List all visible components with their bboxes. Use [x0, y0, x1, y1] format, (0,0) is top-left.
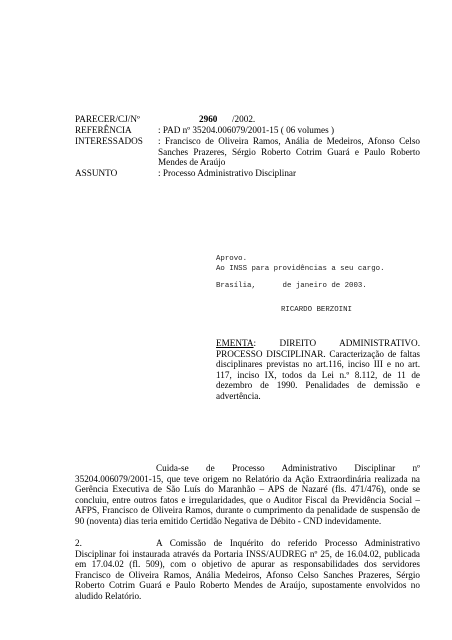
ementa-label: EMENTA [216, 338, 254, 348]
approval-line-2: Ao INSS para providências a seu cargo. [216, 265, 385, 273]
ementa [216, 338, 420, 402]
approval-date: Brasília, de janeiro de 2003. [216, 282, 367, 290]
parecer-label: PARECER/CJ/Nº [75, 114, 140, 124]
ementa-text: : DIREITO ADMINISTRATIVO. PROCESSO DISCIPLINAR. Caracterização de faltas disciplinares previstas no art.116, inciso III e no art. 117, inciso IX, todos da Lei n.º 8.112, de 11 de dezembro de 1990. Penalidades de demissão e advertência. [216, 338, 420, 401]
assunto-value: : Processo Administrativo Disciplinar [158, 168, 297, 178]
referencia-label: REFERÊNCIA [75, 125, 132, 135]
parecer-year: /2002. [232, 114, 256, 124]
approval-line-1: Aprovo. [216, 255, 248, 263]
approval-signer: RICARDO BERZOINI [281, 306, 352, 314]
paragraph-2: A Comissão de Inquérito do referido Processo Administrativo Disciplinar foi instaurada através da Portaria INSS/AUDREG nº 25, de 16.04.02, publicada em 17.04.02 (fl. 509), com o objetivo de apurar as responsabilidades dos servidores Francisco de Oliveira Ramos, Anália Medeiros, Afonso Celso Sanches Prazeres, Sérgio Roberto Cotrim Guará e Paulo Roberto Mendes de Araújo, supostamente envolvidos no aludido Relatório. [75, 538, 420, 601]
referencia-value: : PAD nº 35204.006079/2001-15 ( 06 volumes ) [158, 125, 335, 135]
parecer-number: 2960 [199, 114, 218, 124]
paragraph-2-number: 2. [75, 538, 82, 548]
assunto-label: ASSUNTO [75, 168, 118, 178]
paragraph-1: Cuida-se de Processo Administrativo Disciplinar nº 35204.006079/2001-15, que teve origem no Relatório da Ação Extraordinária realizada na Gerência Executiva de São Luís do Maranhão – APS de Nazaré (fls. 471/476), onde se concluiu, entre outros fatos e irregularidades, que o Auditor Fiscal da Previdência Social – AFPS, Francisco de Oliveira Ramos, durante o cumprimento da penalidade de suspensão de 90 (noventa) dias teria emitido Certidão Negativa de Débito - CND indevidamente. [75, 463, 420, 526]
interessados-value: : Francisco de Oliveira Ramos, Anália de Medeiros, Afonso Celso Sanches Prazeres, Sérgio Roberto Cotrim Guará e Paulo Roberto Mendes de Araújo [158, 136, 420, 168]
interessados-label: INTERESSADOS [75, 136, 143, 146]
